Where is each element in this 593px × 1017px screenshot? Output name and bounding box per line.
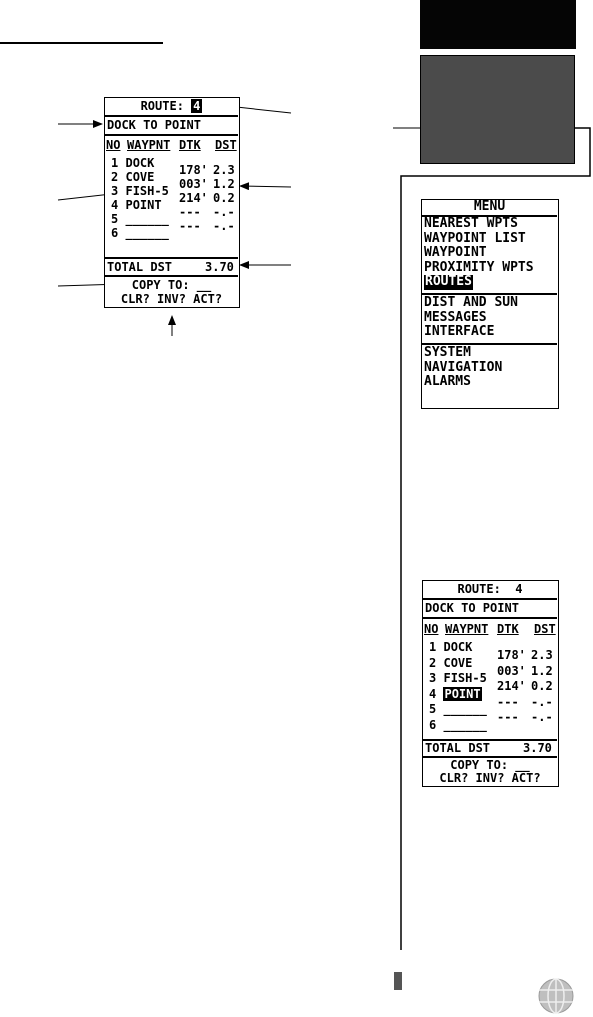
list-item: 2 COVE [111, 170, 155, 184]
list-item: 1 DOCK [429, 640, 473, 654]
menu-item[interactable]: SYSTEM [424, 345, 471, 360]
leg-row: --- -.- [497, 694, 553, 709]
route-screen-main [104, 97, 240, 308]
menu-group-1 [424, 217, 534, 290]
copy-to-field[interactable]: COPY TO: __ [131, 278, 212, 292]
menu-item[interactable]: WAYPOINT LIST [424, 230, 526, 246]
route-title: ROUTE: 4 [457, 582, 523, 596]
total-label: TOTAL DST [107, 260, 173, 274]
list-item: 5 ______ [111, 212, 169, 226]
route-number: 4 [193, 99, 201, 113]
col-header-dtk: DTK [497, 622, 519, 636]
list-item: 6 ______ [429, 717, 487, 732]
list-item: 6 ______ [111, 226, 169, 240]
col-header-no: NO [424, 622, 439, 636]
leg-row: --- -.- [497, 710, 553, 724]
menu-item[interactable]: MESSAGES [424, 309, 487, 325]
menu-title: MENU [473, 199, 506, 214]
list-item: 3 FISH-5 [429, 671, 487, 685]
leg-row: --- -.- [179, 205, 235, 219]
copy-to-field[interactable]: COPY TO: __ [450, 758, 530, 772]
leg-row: 214' 0.2 [497, 679, 553, 693]
menu-item[interactable]: ALARMS [424, 374, 471, 389]
route-actions[interactable]: CLR? INV? ACT? [120, 292, 223, 306]
page-marker-icon [394, 972, 402, 990]
route-screen-small [422, 580, 559, 787]
route-name: DOCK TO POINT [107, 118, 201, 132]
leg-row: 003' 1.2 [179, 177, 235, 191]
menu-item[interactable]: NEAREST WPTS [424, 216, 518, 231]
list-item: 5 ______ [429, 702, 487, 716]
menu-item[interactable]: PROXIMITY WPTS [424, 259, 534, 275]
menu-item[interactable]: DIST AND SUN [424, 295, 518, 310]
route-title-label: ROUTE: [140, 99, 184, 113]
menu-group-3 [424, 346, 502, 390]
list-item: 2 COVE [429, 655, 473, 670]
leg-list [497, 648, 553, 726]
menu-item[interactable]: NAVIGATION [424, 359, 503, 375]
menu-item[interactable]: WAYPOINT [424, 245, 487, 260]
leg-row: 178' 2.3 [497, 648, 553, 662]
leg-row: --- -.- [179, 219, 235, 233]
route-actions[interactable]: CLR? INV? ACT? [439, 771, 541, 785]
leg-row: 214' 0.2 [179, 191, 235, 205]
total-label: TOTAL DST [425, 741, 491, 755]
waypoint-list [429, 640, 487, 733]
list-item-selected[interactable]: 4 POINT [429, 686, 481, 701]
list-item: 1 DOCK [111, 156, 155, 170]
total-value: 3.70 [523, 741, 552, 755]
col-header-waypoint: WAYPNT [445, 622, 489, 636]
list-item: 3 FISH-5 [111, 184, 169, 198]
col-header-dst: DST [215, 138, 237, 152]
menu-item[interactable]: INTERFACE [424, 324, 495, 339]
menu-item-routes-selected[interactable]: ROUTES [425, 274, 472, 289]
waypoint-list [111, 156, 169, 240]
col-header-dst: DST [534, 622, 556, 636]
globe-icon [536, 976, 576, 1016]
leg-row: 178' 2.3 [179, 163, 235, 177]
route-name: DOCK TO POINT [425, 601, 519, 615]
leg-row: 003' 1.2 [497, 663, 553, 678]
total-value: 3.70 [205, 260, 234, 274]
menu-group-2 [424, 296, 518, 340]
route-title [105, 99, 238, 113]
menu-screen [421, 199, 559, 409]
col-header-no: NO [106, 138, 121, 152]
list-item: 4 POINT [111, 198, 162, 212]
col-header-dtk: DTK [179, 138, 201, 152]
leg-list [179, 163, 235, 233]
col-header-waypoint: WAYPNT [127, 138, 171, 152]
